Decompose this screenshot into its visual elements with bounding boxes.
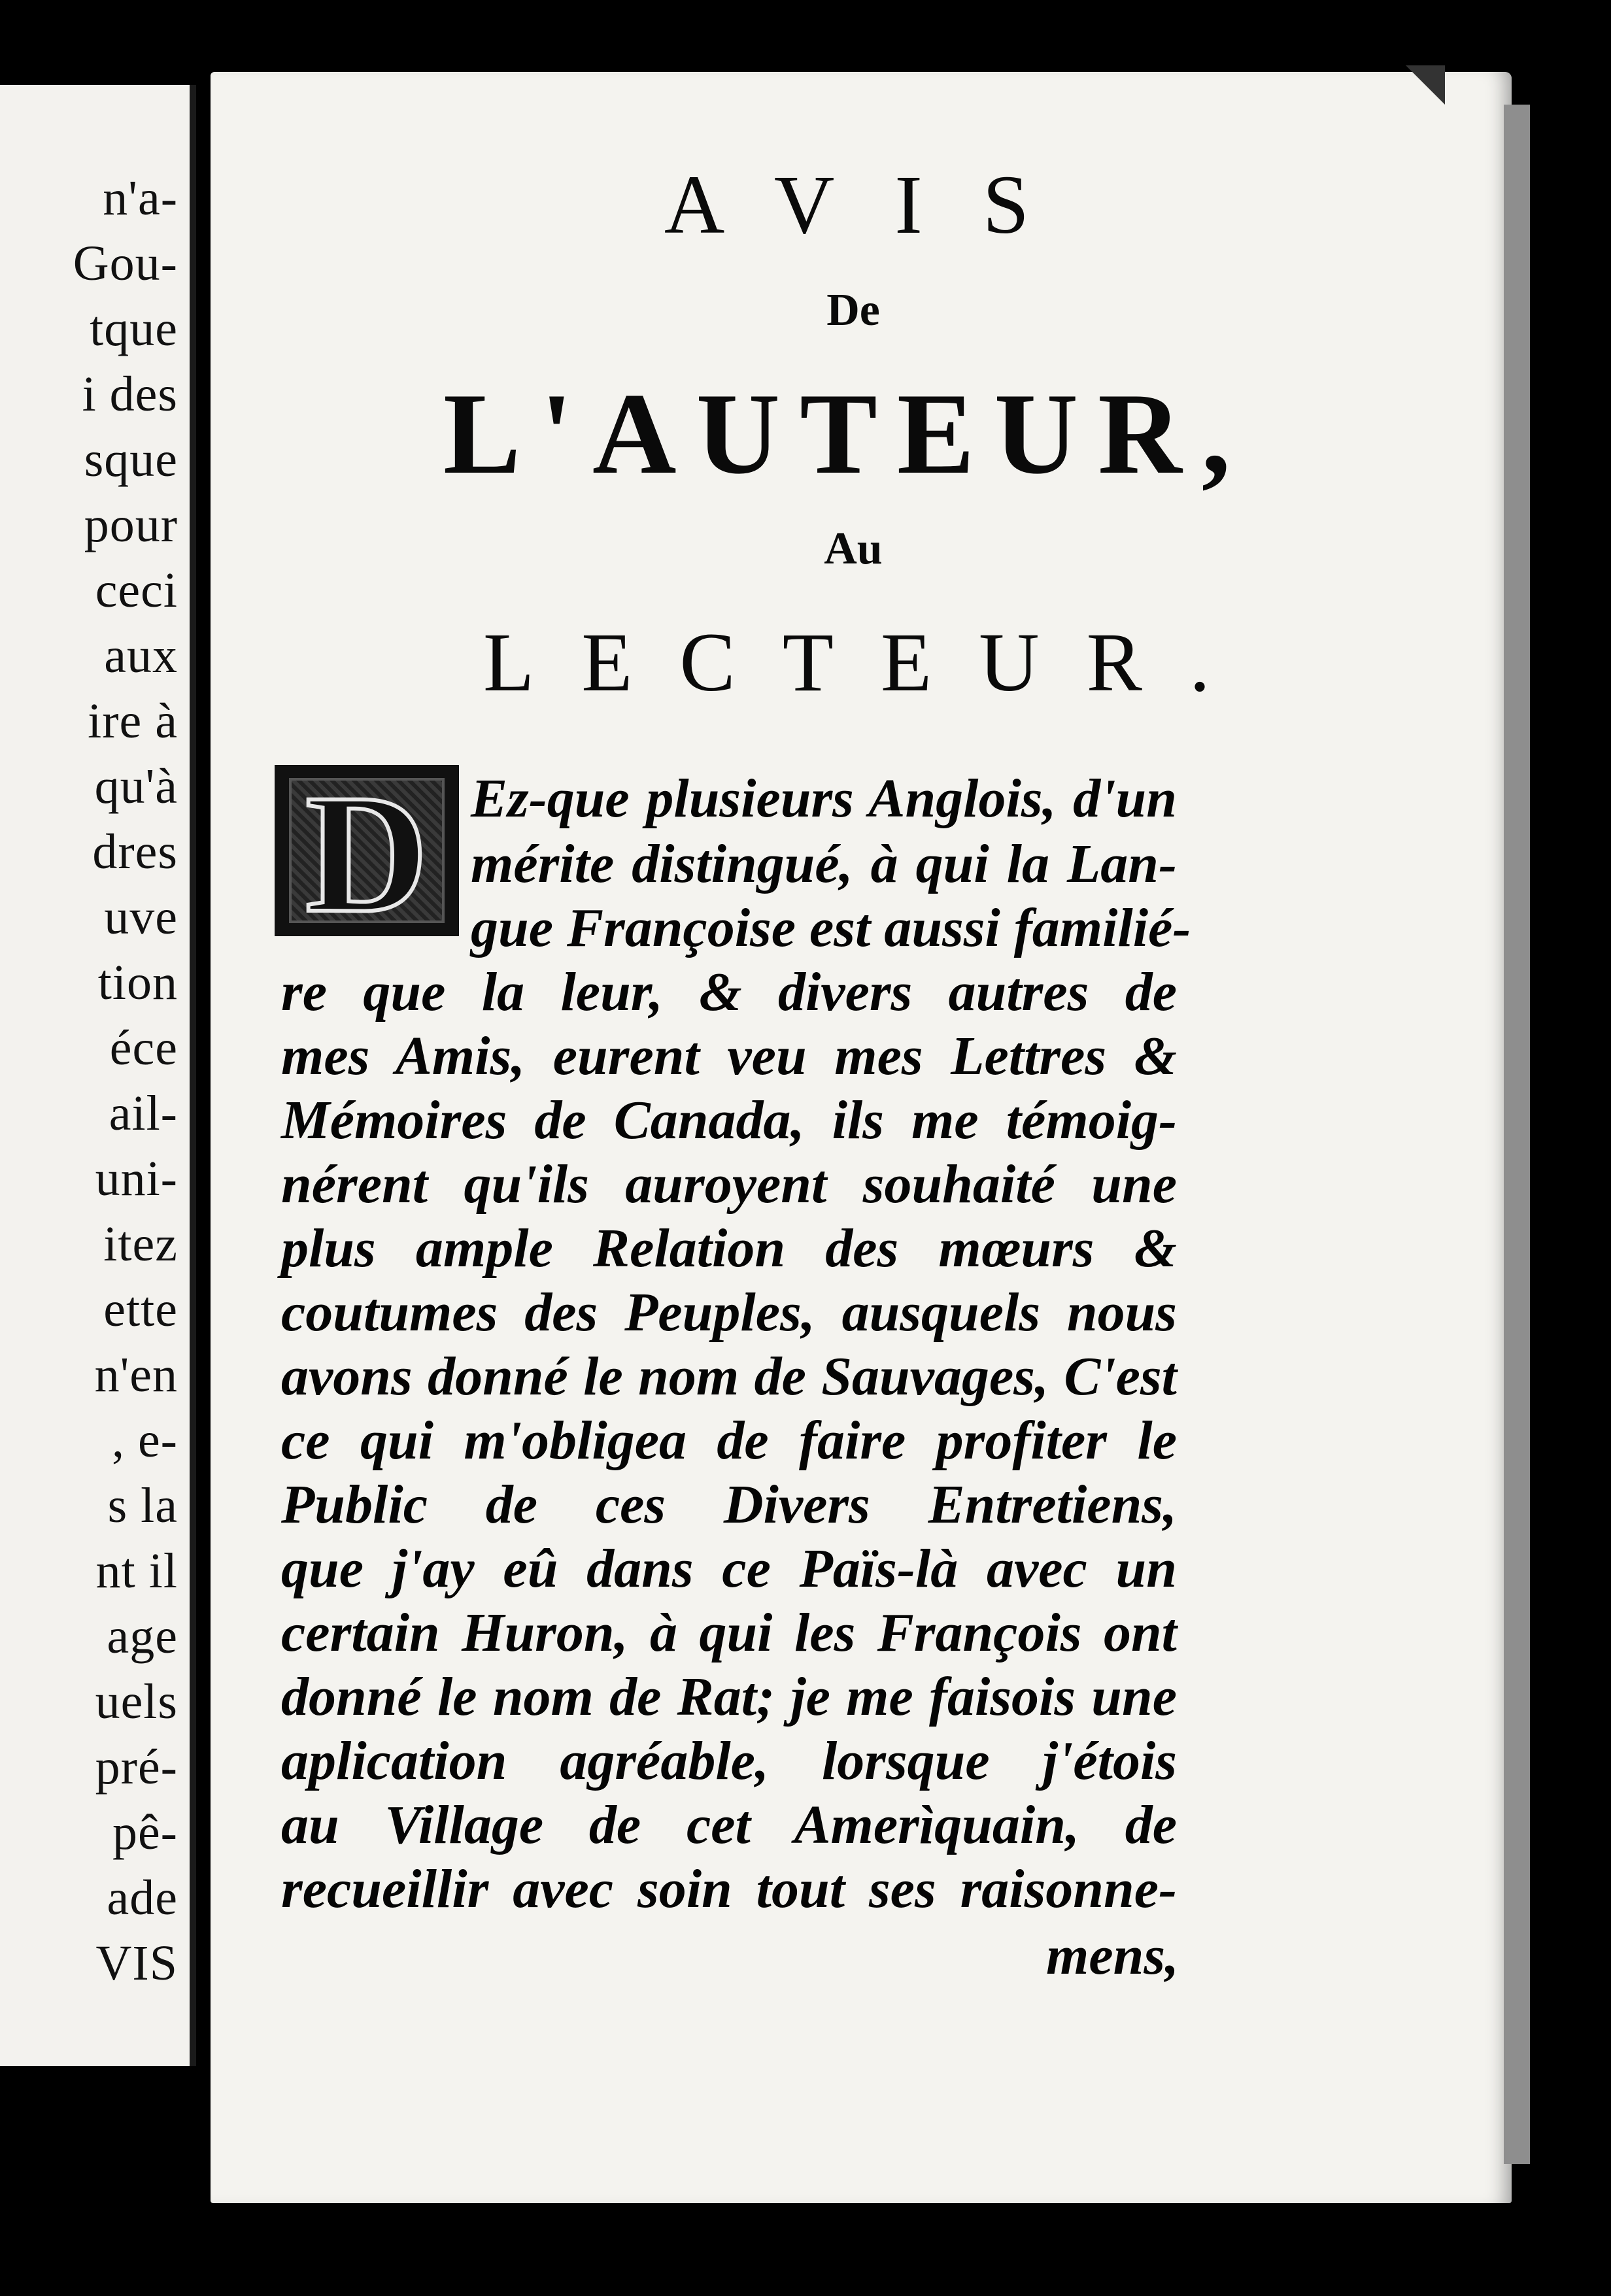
left-page-line: uels (95, 1674, 178, 1729)
dropcap-ornament (289, 760, 445, 948)
body-line: ce qui m'obligea de faire profiter le (281, 1410, 1177, 1471)
left-page-line: pour (84, 498, 178, 552)
body-line: certain Huron, à qui les François ont (281, 1602, 1177, 1663)
left-page-line: itez (103, 1217, 178, 1272)
left-page-line: VIS (95, 1936, 178, 1991)
dropcap-letter: D (305, 760, 428, 948)
left-page-line: n'a- (103, 171, 178, 226)
body-line: que j'ay eû dans ce Païs-là avec un (281, 1538, 1177, 1599)
left-page-line: n'en (94, 1347, 178, 1402)
left-page-line: ette (103, 1282, 178, 1337)
body-line: mes Amis, eurent veu mes Lettres & (281, 1026, 1177, 1087)
previous-page-edge (0, 85, 196, 2066)
left-page-line: ceci (95, 563, 178, 618)
left-page-line: qu'à (94, 759, 178, 814)
left-page-line: s la (107, 1478, 178, 1533)
catchword: mens, (1046, 1925, 1179, 1986)
heading-de: De (826, 285, 880, 335)
body-line: plus ample Relation des mœurs & (281, 1218, 1177, 1279)
ornamental-dropcap (275, 760, 459, 948)
heading-lecteur: LECTEUR. (483, 616, 1257, 709)
body-line: donné le nom de Rat; je me faisois une (281, 1666, 1177, 1727)
body-line: mérite distingué, à qui la Lan- (471, 834, 1177, 894)
left-page-line: uve (104, 890, 178, 945)
body-line: re que la leur, & divers autres de (281, 962, 1177, 1022)
body-line: recueillir avec soin tout ses raisonne- (281, 1859, 1177, 1919)
left-page-line: tque (90, 301, 178, 356)
body-line: Ez-que plusieurs Anglois, d'un (471, 768, 1177, 829)
left-page-line: éce (109, 1021, 178, 1075)
left-page-line: Gou- (73, 236, 178, 291)
left-page-line: sque (84, 432, 178, 487)
heading-avis: AVIS (664, 158, 1090, 251)
body-line: coutumes des Peuples, ausquels nous (281, 1282, 1177, 1343)
body-line: nérent qu'ils auroyent souhaité une (281, 1154, 1177, 1215)
left-page-line: pê- (112, 1805, 178, 1860)
body-line: gue Françoise est aussi familié- (471, 898, 1191, 958)
page-edge-shadow (1504, 105, 1530, 2164)
left-page-line: age (107, 1609, 178, 1664)
body-line: Mémoires de Canada, ils me témoig- (281, 1090, 1177, 1151)
left-page-line: nt il (95, 1544, 178, 1598)
left-page-line: aux (104, 628, 178, 683)
heading-au: Au (824, 524, 883, 574)
left-page-line: ade (107, 1870, 178, 1925)
page-corner-fold (1406, 65, 1445, 105)
left-page-line: i des (82, 367, 178, 422)
left-page-line: ire à (88, 694, 178, 749)
body-line: aplication agréable, lorsque j'étois (281, 1730, 1177, 1791)
left-page-line: tion (97, 955, 178, 1010)
left-page-line: ail- (109, 1086, 178, 1141)
heading-auteur: L'AUTEUR, (443, 369, 1251, 498)
left-page-line: uni- (95, 1151, 178, 1206)
body-line: avons donné le nom de Sauvages, C'est (281, 1346, 1177, 1407)
left-page-line: pré- (95, 1740, 178, 1795)
body-line: Public de ces Divers Entretiens, (281, 1474, 1177, 1535)
body-line: au Village de cet Amerìquain, de (281, 1795, 1177, 1855)
left-page-line: , e- (111, 1413, 178, 1468)
left-page-line: dres (92, 824, 178, 879)
